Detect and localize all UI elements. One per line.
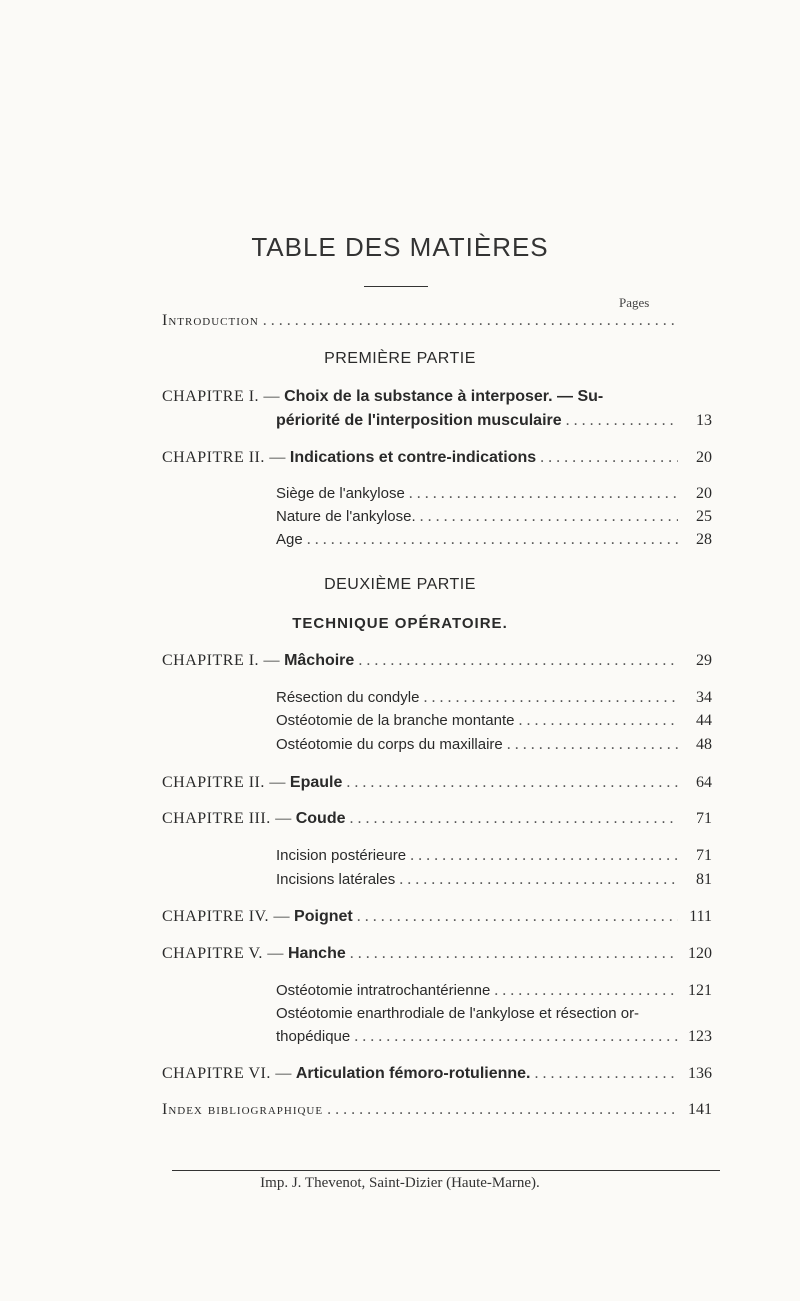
toc-section [276, 507, 712, 527]
section-text: Ostéotomie enarthrodiale de l'ankylose et résection or- [276, 1005, 640, 1022]
chapter-title: Indications et contre-indications [289, 449, 537, 466]
toc-section-line2 [276, 1027, 712, 1047]
toc-entry-part2-ch5 [162, 944, 712, 964]
chapter-title: Articulation fémoro-rotulienne. [295, 1065, 531, 1082]
toc-entry-part2-ch4 [162, 907, 712, 927]
section-text: Ostéotomie du corps du maxillaire [276, 736, 503, 753]
chapter-title: Choix de la substance à interposer. — Su- [284, 388, 604, 405]
leader-dots [410, 846, 678, 866]
entry-page: 28 [696, 531, 712, 548]
leader-dots [420, 507, 678, 527]
entry-page: 20 [696, 485, 712, 502]
section-text-cont: thopédique [276, 1028, 351, 1045]
toc-section [276, 711, 712, 731]
page-title: TABLE DES MATIÈRES [251, 232, 549, 262]
leader-dots [540, 448, 678, 468]
chapter-title: Poignet [294, 908, 353, 925]
toc-entry-part1-ch2 [162, 448, 712, 468]
leader-dots [307, 530, 678, 550]
part1-heading: PREMIÈRE PARTIE [324, 350, 476, 367]
chapter-label: CHAPITRE IV. — [162, 908, 291, 925]
chapter-title: Coude [295, 810, 346, 827]
section-text: Incisions latérales [276, 871, 396, 888]
entry-page: 123 [688, 1028, 712, 1045]
entry-page: 64 [696, 774, 712, 791]
leader-dots [263, 311, 678, 331]
printer-imprint: Imp. J. Thevenot, Saint-Dizier (Haute-Marne). [260, 1175, 540, 1191]
part2-subheading: TECHNIQUE OPÉRATOIRE. [292, 615, 508, 632]
toc-section [276, 484, 712, 504]
toc-entry-index [162, 1100, 712, 1120]
section-text: Age [276, 531, 303, 548]
leader-dots [494, 981, 678, 1001]
chapter-title: Hanche [287, 945, 346, 962]
chapter-label: CHAPITRE I. — [162, 652, 281, 669]
leader-dots [535, 1064, 679, 1084]
leader-dots [358, 651, 678, 671]
pages-column-label: Pages [619, 295, 650, 310]
toc-entry-part2-ch6 [162, 1064, 712, 1084]
entry-page: 111 [689, 908, 712, 925]
entry-page: 44 [696, 712, 712, 729]
entry-page: 71 [696, 810, 712, 827]
leader-dots [354, 1027, 678, 1047]
section-text: Ostéotomie de la branche montante [276, 712, 515, 729]
part2-heading: DEUXIÈME PARTIE [324, 576, 476, 593]
toc-section-line1 [276, 1004, 712, 1024]
leader-dots [507, 735, 678, 755]
toc-entry-part2-ch2 [162, 773, 712, 793]
section-text: Ostéotomie intratrochantérienne [276, 982, 491, 999]
chapter-label: CHAPITRE II. — [162, 774, 286, 791]
entry-page: 136 [688, 1065, 712, 1082]
toc-section [276, 688, 712, 708]
leader-dots [357, 907, 678, 927]
entry-page: 48 [696, 736, 712, 753]
leader-dots [346, 773, 678, 793]
leader-dots [566, 411, 678, 431]
leader-dots [399, 870, 678, 890]
entry-page: 34 [696, 689, 712, 706]
entry-text: Introduction [162, 312, 259, 329]
leader-dots [350, 809, 679, 829]
entry-page: 20 [696, 449, 712, 466]
toc-entry-part2-ch1 [162, 651, 712, 671]
section-text: Incision postérieure [276, 847, 407, 864]
footer-divider [172, 1170, 720, 1171]
entry-page: 121 [688, 982, 712, 999]
leader-dots [327, 1100, 678, 1120]
toc-entry-part1-ch1-line2 [276, 411, 712, 431]
section-text: Nature de l'ankylose. [276, 508, 416, 525]
chapter-label: CHAPITRE III. — [162, 810, 292, 827]
entry-page: 81 [696, 871, 712, 888]
entry-page: 141 [688, 1101, 712, 1118]
title-divider [364, 286, 428, 287]
entry-text: Index bibliographique [162, 1101, 324, 1118]
leader-dots [423, 688, 678, 708]
chapter-title: Mâchoire [284, 652, 355, 669]
toc-section [276, 870, 712, 890]
entry-page: 29 [696, 652, 712, 669]
chapter-title-cont: périorité de l'interposition musculaire [276, 412, 562, 429]
toc-entry-introduction [162, 311, 712, 331]
leader-dots [518, 711, 678, 731]
toc-entry-part1-ch1-line1 [162, 387, 712, 407]
chapter-label: CHAPITRE I. — [162, 388, 281, 405]
chapter-title: Epaule [289, 774, 343, 791]
chapter-label: CHAPITRE II. — [162, 449, 286, 466]
chapter-label: CHAPITRE V. — [162, 945, 284, 962]
toc-section [276, 735, 712, 755]
leader-dots [409, 484, 678, 504]
section-text: Siège de l'ankylose [276, 485, 405, 502]
entry-page: 71 [696, 847, 712, 864]
entry-page: 120 [688, 945, 712, 962]
entry-page: 13 [696, 412, 712, 429]
entry-page: 25 [696, 508, 712, 525]
leader-dots [350, 944, 678, 964]
chapter-label: CHAPITRE VI. — [162, 1065, 292, 1082]
toc-entry-part2-ch3 [162, 809, 712, 829]
toc-section [276, 846, 712, 866]
toc-section [276, 530, 712, 550]
toc-section [276, 981, 712, 1001]
section-text: Résection du condyle [276, 689, 420, 706]
